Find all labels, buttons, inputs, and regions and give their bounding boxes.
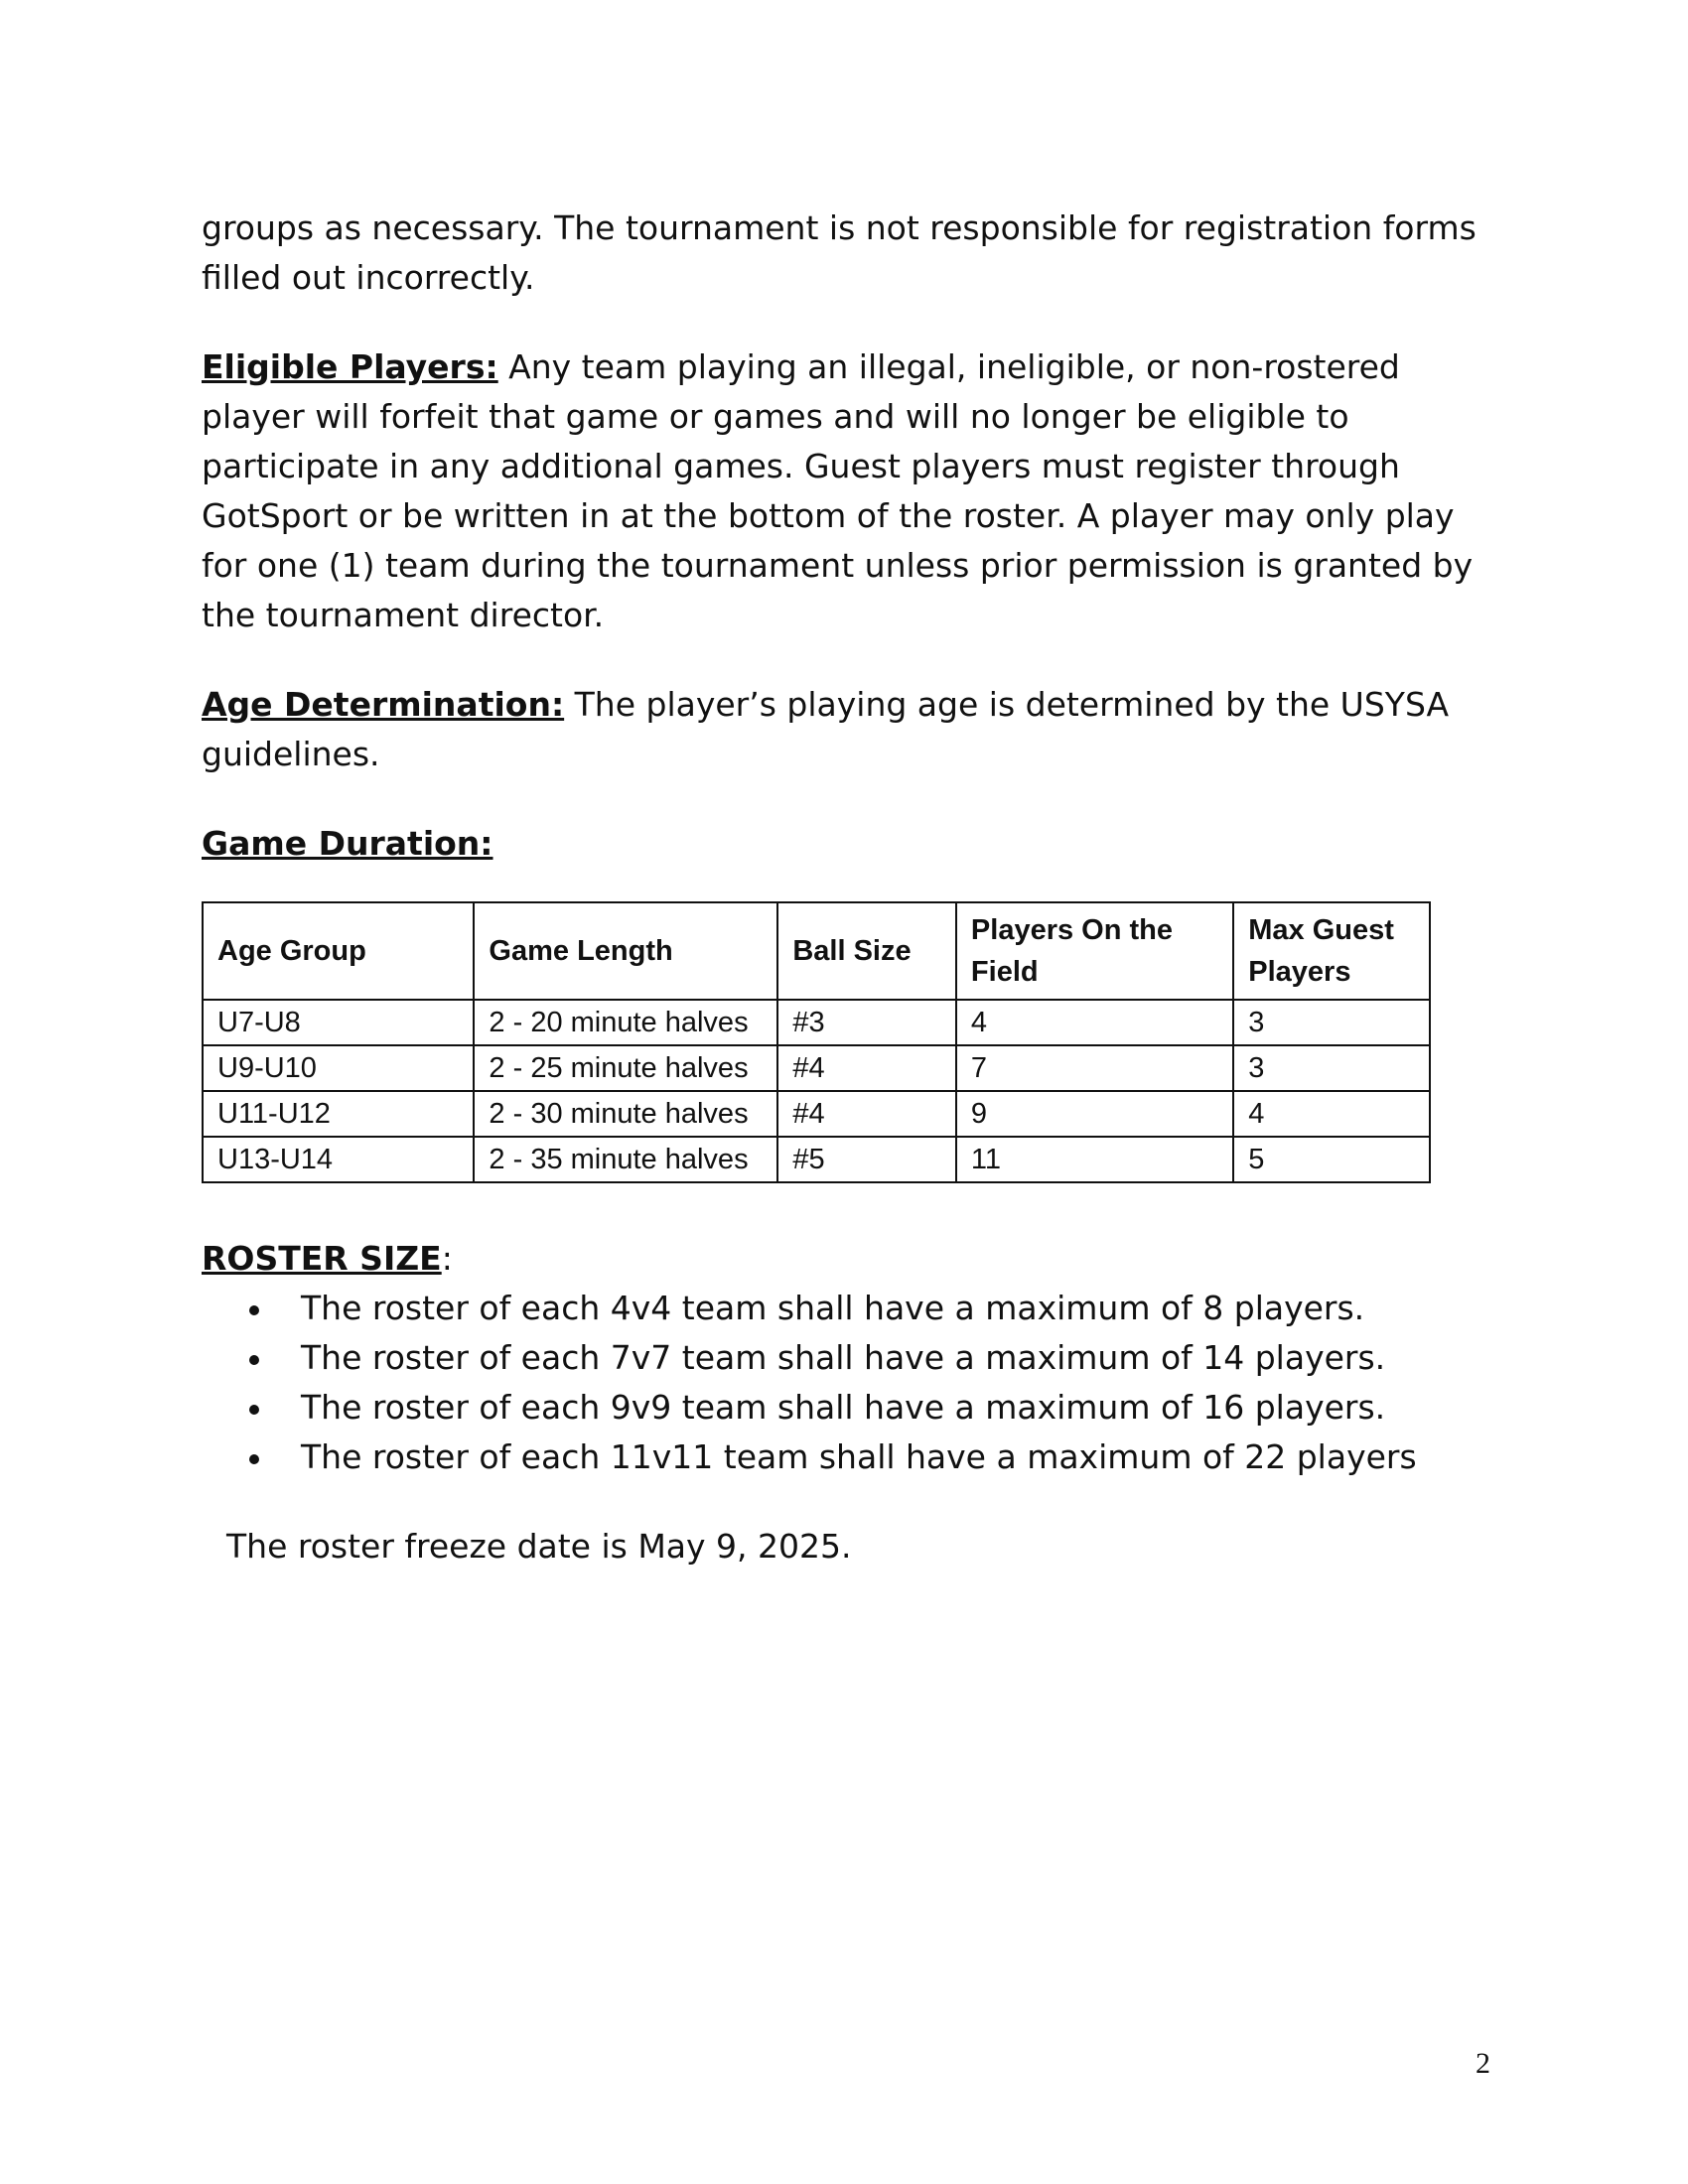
column-header: Game Length [474, 902, 777, 1000]
eligible-players-heading: Eligible Players: [202, 347, 498, 386]
table-cell: 2 - 25 minute halves [474, 1045, 777, 1091]
table-cell: 3 [1233, 1045, 1430, 1091]
table-cell: 3 [1233, 1000, 1430, 1045]
game-duration-heading-line [202, 819, 1502, 869]
roster-size-heading-line [202, 1234, 1502, 1284]
table-row [203, 1000, 1430, 1045]
bullet-icon [249, 1454, 259, 1464]
bullet-icon [249, 1305, 259, 1315]
table-cell: 2 - 35 minute halves [474, 1137, 777, 1182]
column-header: Max Guest Players [1233, 902, 1430, 1000]
list-item [202, 1433, 1492, 1482]
list-item [202, 1383, 1492, 1433]
roster-size-list [202, 1284, 1492, 1482]
list-item-text: The roster of each 7v7 team shall have a maximum of 14 players. [301, 1338, 1386, 1377]
list-item-text: The roster of each 11v11 team shall have a maximum of 22 players [301, 1437, 1417, 1476]
table-row [203, 1091, 1430, 1137]
table-cell: #3 [777, 1000, 956, 1045]
table-cell: 5 [1233, 1137, 1430, 1182]
bullet-icon [249, 1405, 259, 1415]
table-cell: #5 [777, 1137, 956, 1182]
game-duration-table [202, 901, 1431, 1183]
table-cell: 11 [956, 1137, 1233, 1182]
list-item [202, 1333, 1492, 1383]
column-header: Ball Size [777, 902, 956, 1000]
table-cell: #4 [777, 1045, 956, 1091]
column-header: Players On the Field [956, 902, 1233, 1000]
roster-freeze-date: The roster freeze date is May 9, 2025. [226, 1527, 852, 1566]
column-header: Age Group [203, 902, 474, 1000]
table-row [203, 1045, 1430, 1091]
age-determination-paragraph [202, 680, 1502, 779]
table-cell: 9 [956, 1091, 1233, 1137]
table-header-row [203, 902, 1430, 1000]
age-determination-text: The player’s playing age is determined by the USYSA guidelines. [202, 685, 1450, 773]
eligible-players-text: Any team playing an illegal, ineligible, or non-rostered player will forfeit that game or games and will no longer be eligible to participate in any additional games. Guest players must register through GotSport or be written in at the bottom of the roster. A player may only play for one (1) team during the tournament unless prior permission is granted by the tournament director. [202, 347, 1474, 634]
bullet-icon [249, 1355, 259, 1365]
game-duration-heading: Game Duration: [202, 824, 493, 863]
eligible-players-paragraph [202, 342, 1502, 640]
table-cell: U9-U10 [203, 1045, 474, 1091]
table-cell: 7 [956, 1045, 1233, 1091]
roster-size-heading: ROSTER SIZE [202, 1239, 442, 1278]
intro-paragraph: groups as necessary. The tournament is not responsible for registration forms filled out incorrectly. [202, 208, 1477, 297]
table-row [203, 1137, 1430, 1182]
age-determination-heading: Age Determination: [202, 685, 565, 724]
table-cell: 4 [1233, 1091, 1430, 1137]
list-item-text: The roster of each 9v9 team shall have a maximum of 16 players. [301, 1388, 1386, 1427]
table-cell: U13-U14 [203, 1137, 474, 1182]
table-cell: 2 - 20 minute halves [474, 1000, 777, 1045]
list-item-text: The roster of each 4v4 team shall have a maximum of 8 players. [301, 1289, 1365, 1327]
table-cell: 4 [956, 1000, 1233, 1045]
page-number: 2 [1476, 2047, 1490, 2080]
table-cell: U7-U8 [203, 1000, 474, 1045]
table-cell: 2 - 30 minute halves [474, 1091, 777, 1137]
list-item [202, 1284, 1492, 1333]
roster-size-colon: : [441, 1239, 453, 1278]
table-cell: #4 [777, 1091, 956, 1137]
table-cell: U11-U12 [203, 1091, 474, 1137]
